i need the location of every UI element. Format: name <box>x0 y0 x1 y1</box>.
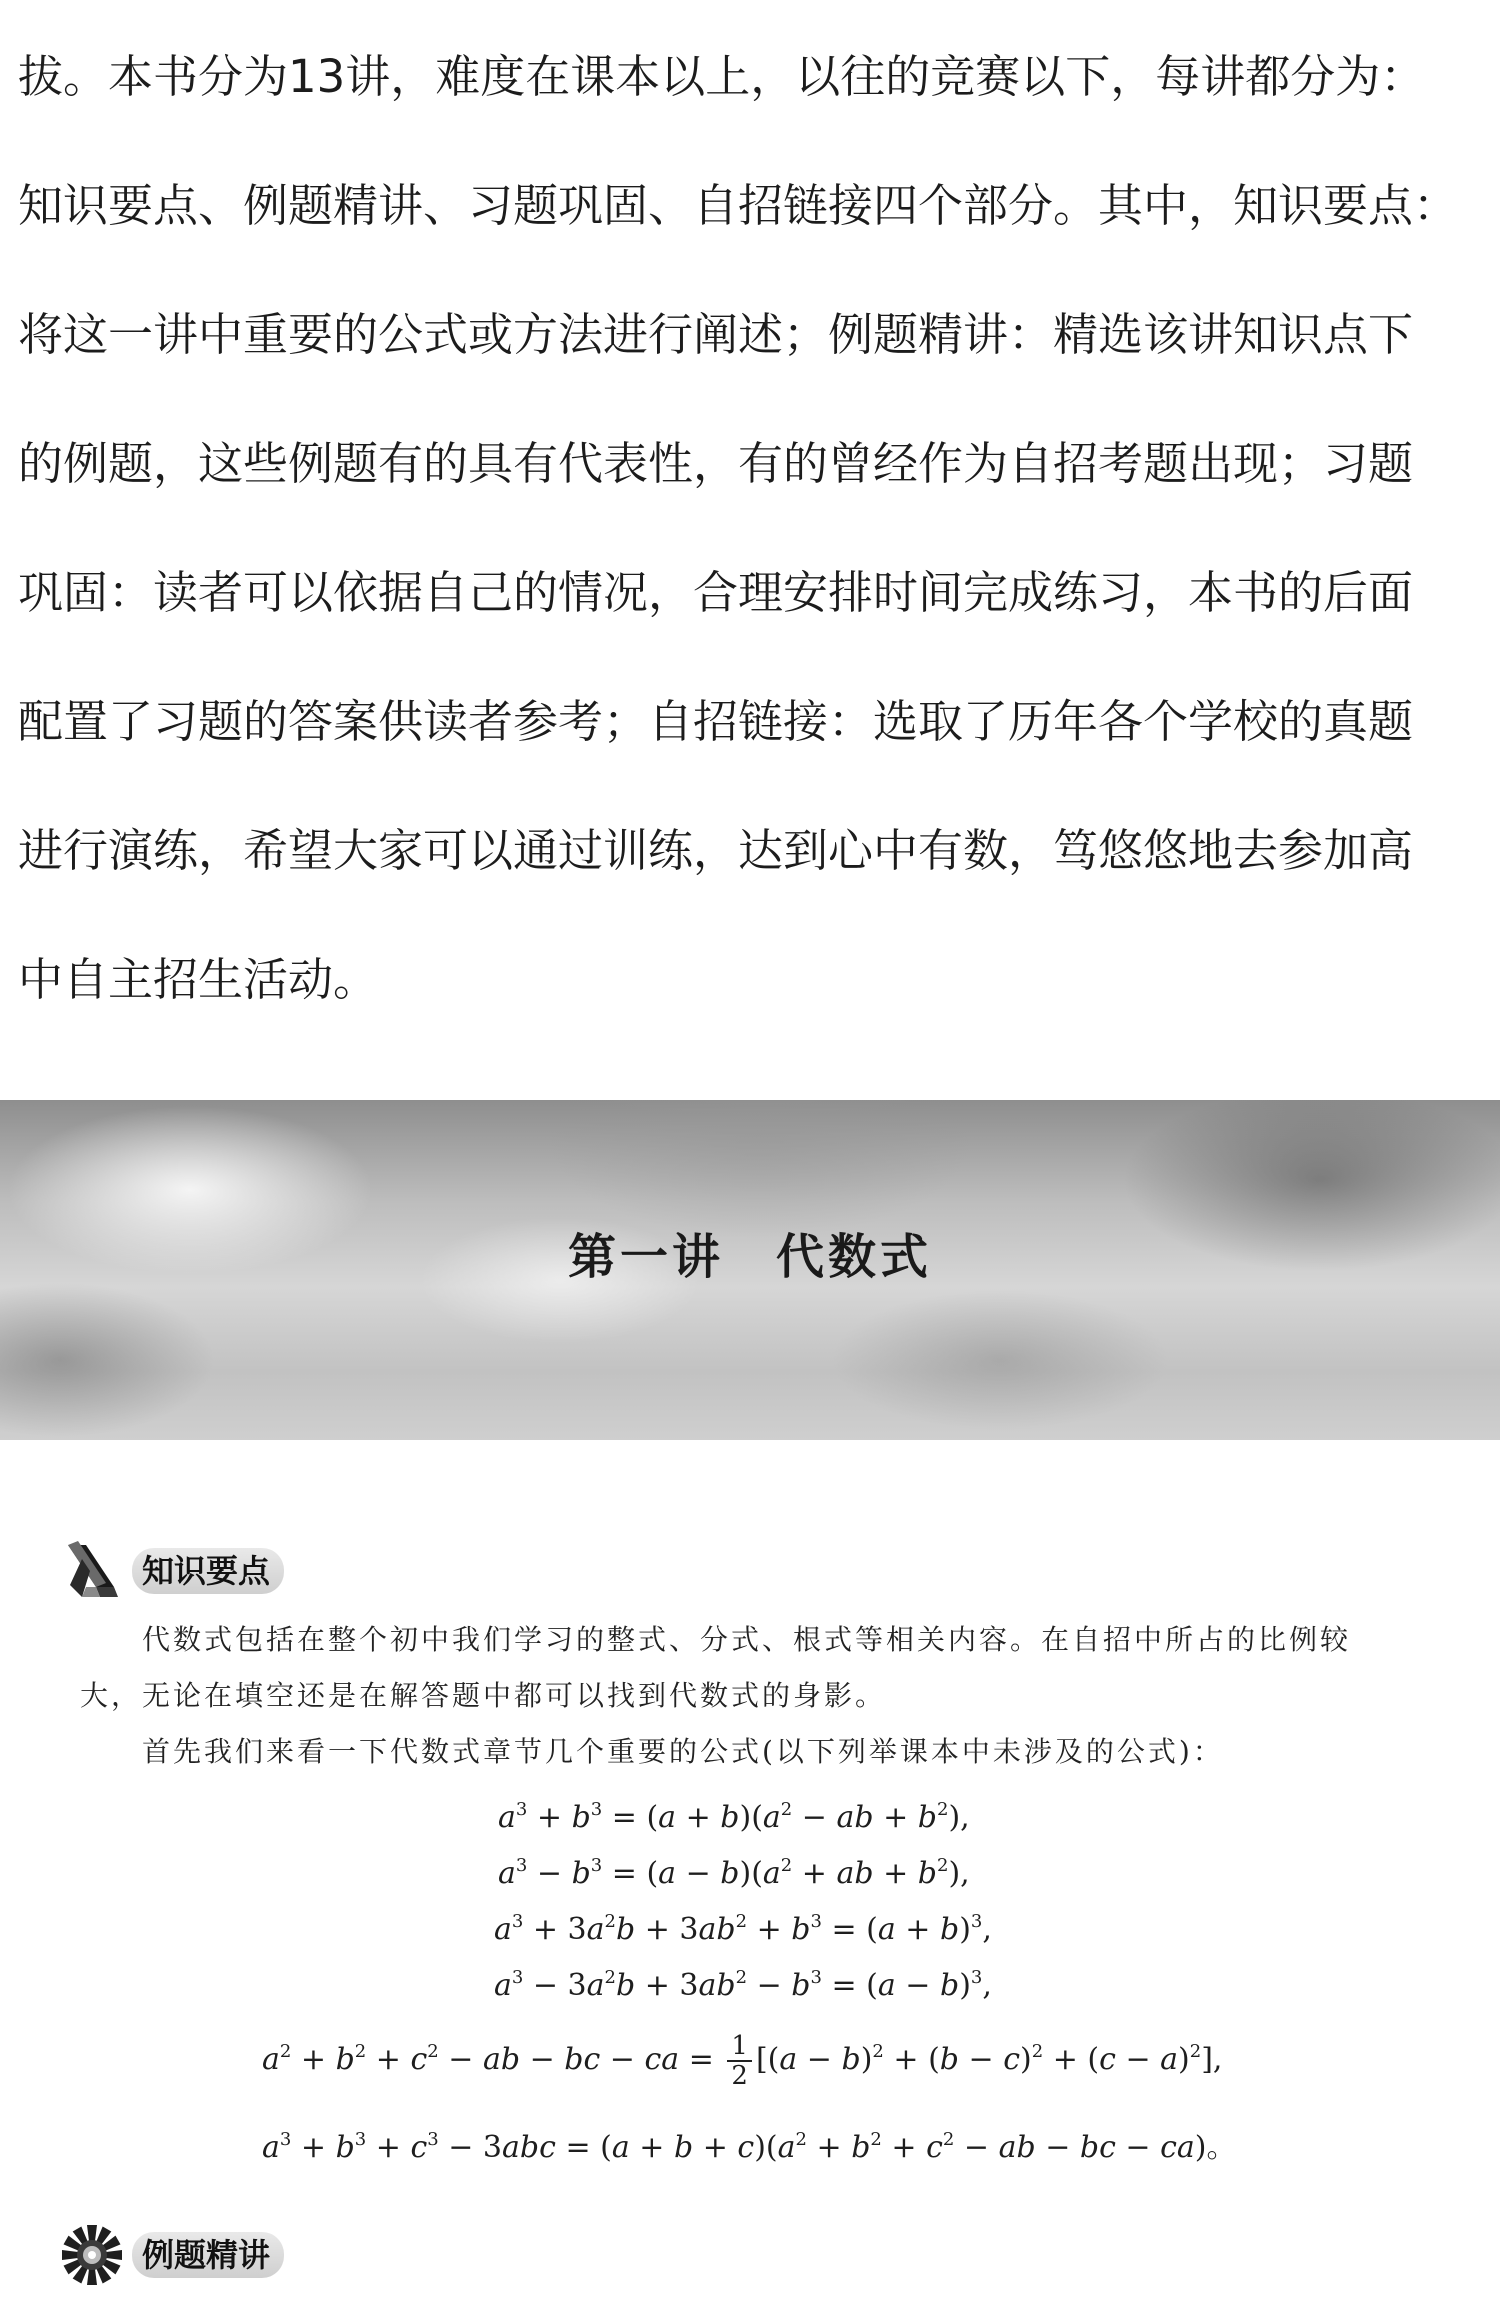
chapter-title: 第一讲 代数式 <box>567 1229 932 1285</box>
preface-line: 进行演练，希望大家可以通过训练，达到心中有数，笃悠悠地去参加高 <box>18 824 1414 877</box>
preface-line: 知识要点、例题精讲、习题巩固、自招链接四个部分。其中，知识要点： <box>18 179 1459 232</box>
formula-line: $a^3 + b^3 = (a + b)(a^2$ − ab + $b^2$), <box>498 1799 970 1835</box>
preface-line: 将这一讲中重要的公式或方法进行阐述；例题精讲：精选该讲知识点下 <box>18 308 1414 361</box>
knowledge-paragraph: 代数式包括在整个初中我们学习的整式、分式、根式等相关内容。在自招中所占的比例较大，无论在填空还是在解答题中都可以找到代数式的身影。 <box>80 1623 1352 1712</box>
formula-line: $a^3 + b^3 + c^3 - 3abc = (a + b + c)(a^2 + b^2 + c^2$ − ab − bc − ca)。 <box>262 2129 1237 2165</box>
example-line-cutoff <box>80 2300 1420 2322</box>
knowledge-intro <box>80 1612 1410 1780</box>
chapter-banner <box>0 1100 1500 1440</box>
fraction-one-half: $\frac{1}{2}$ <box>727 2032 752 2090</box>
formula-line: $a^3 - b^3 = (a - b)(a^2$ + ab + $b^2$), <box>498 1855 970 1891</box>
knowledge-section-heading <box>60 1536 284 1606</box>
examples-heading-label: 例题精讲 <box>132 2232 284 2278</box>
preface-line: 配置了习题的答案供读者参考；自招链接：选取了历年各个学校的真题 <box>18 695 1414 748</box>
formula-line: $a^3 + 3a^2b + 3ab^2 + b^3 = (a + b)^3$, <box>494 1911 992 1947</box>
knot-icon <box>60 1539 124 1603</box>
preface-line: 中自主招生活动。 <box>18 953 379 1006</box>
knowledge-heading-label: 知识要点 <box>132 1548 284 1594</box>
formula-line: $a^3 - 3a^2b + 3ab^2 - b^3 = (a - b)^3$, <box>494 1967 992 2003</box>
preface-text <box>18 32 1488 1064</box>
preface-line: 的例题，这些例题有的具有代表性，有的曾经作为自招考题出现；习题 <box>18 437 1414 490</box>
knowledge-paragraph: 首先我们来看一下代数式章节几个重要的公式(以下列举课本中未涉及的公式)： <box>142 1735 1224 1768</box>
examples-section-heading <box>60 2220 284 2290</box>
preface-line: 拔。本书分为13讲，难度在课本以上，以往的竞赛以下，每讲都分为： <box>18 50 1426 103</box>
preface-line: 巩固：读者可以依据自己的情况，合理安排时间完成练习，本书的后面 <box>18 566 1414 619</box>
formula-line: $a^2 + b^2 + c^2$ − ab − bc − ca = $\frac{1}{2}$ $[(a - b)^2 + (b - c)^2 + (c - a)^2]$, <box>262 2031 1223 2091</box>
gear-icon <box>60 2223 124 2287</box>
